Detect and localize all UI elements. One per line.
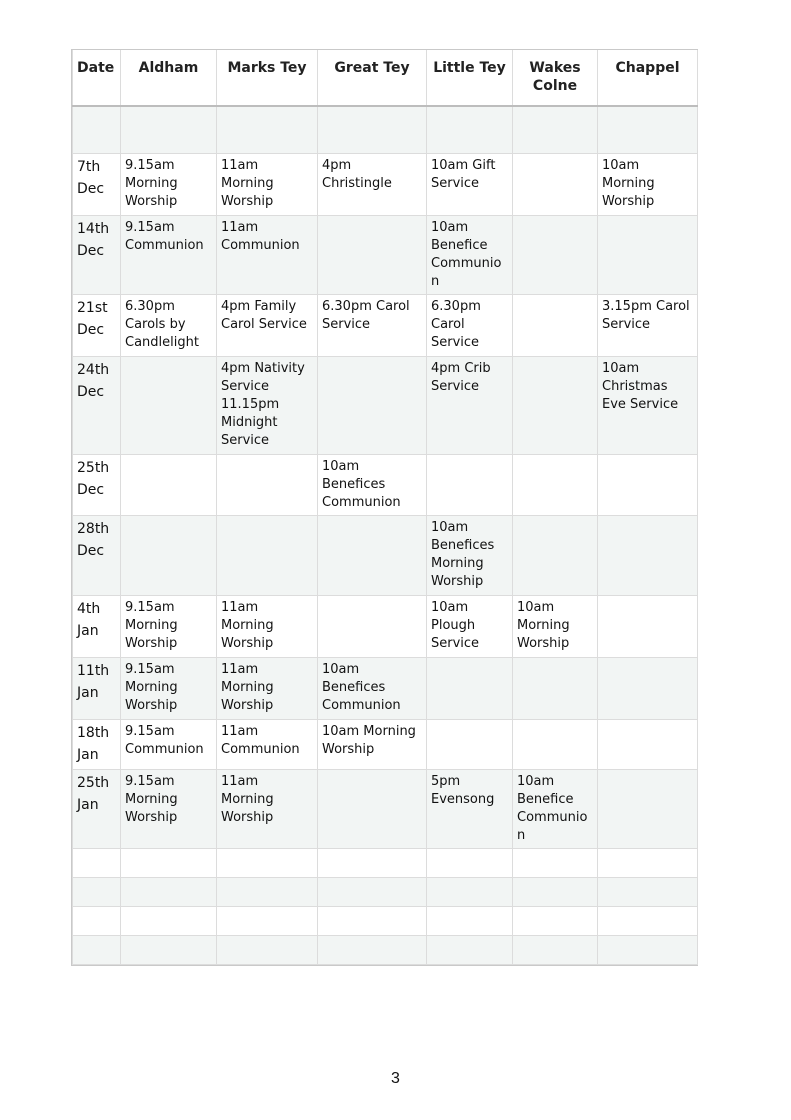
service-cell: 6.30pm Carol Service xyxy=(427,294,513,356)
column-header-chappel: Chappel xyxy=(598,50,698,106)
table-row xyxy=(73,719,698,769)
table-row xyxy=(73,356,698,454)
header-row xyxy=(73,50,698,106)
table-row xyxy=(73,515,698,595)
service-cell xyxy=(427,877,513,906)
service-schedule-sheet xyxy=(71,49,698,966)
service-cell xyxy=(121,454,217,515)
service-cell: 10am Plough Service xyxy=(427,595,513,657)
service-cell xyxy=(598,769,698,848)
table-row xyxy=(73,906,698,935)
table-row xyxy=(73,153,698,215)
column-header-wakes-colne: Wakes Colne xyxy=(513,50,598,106)
service-cell xyxy=(318,595,427,657)
service-cell xyxy=(598,595,698,657)
service-cell: 4pm Nativity Service 11.15pm Midnight Service xyxy=(217,356,318,454)
service-cell xyxy=(598,848,698,877)
service-cell xyxy=(598,657,698,719)
table-row xyxy=(73,848,698,877)
service-cell xyxy=(513,294,598,356)
service-cell: 11am Communion xyxy=(217,215,318,294)
service-cell xyxy=(217,515,318,595)
date-cell xyxy=(73,906,121,935)
table-row xyxy=(73,454,698,515)
service-cell: 10am Christmas Eve Service xyxy=(598,356,698,454)
date-cell: 4th Jan xyxy=(73,595,121,657)
service-cell xyxy=(217,877,318,906)
service-cell: 11am Morning Worship xyxy=(217,769,318,848)
service-cell: 4pm Crib Service xyxy=(427,356,513,454)
service-cell xyxy=(513,515,598,595)
service-cell: 9.15am Morning Worship xyxy=(121,153,217,215)
service-cell xyxy=(513,719,598,769)
service-cell xyxy=(513,106,598,153)
service-cell xyxy=(318,215,427,294)
service-cell xyxy=(513,906,598,935)
service-cell xyxy=(121,356,217,454)
service-cell xyxy=(598,515,698,595)
table-row xyxy=(73,877,698,906)
service-cell xyxy=(217,935,318,964)
table-row xyxy=(73,657,698,719)
service-cell xyxy=(598,215,698,294)
service-cell: 11am Morning Worship xyxy=(217,595,318,657)
service-cell xyxy=(318,906,427,935)
service-cell xyxy=(427,935,513,964)
service-cell: 10am Benefices Communion xyxy=(318,657,427,719)
service-cell: 9.15am Morning Worship xyxy=(121,769,217,848)
service-cell xyxy=(513,356,598,454)
service-cell xyxy=(598,935,698,964)
table-row xyxy=(73,106,698,153)
service-cell xyxy=(427,719,513,769)
column-header-date: Date xyxy=(73,50,121,106)
service-cell xyxy=(121,848,217,877)
table-row xyxy=(73,769,698,848)
service-cell xyxy=(427,454,513,515)
service-cell: 9.15am Morning Worship xyxy=(121,595,217,657)
service-cell xyxy=(318,356,427,454)
table-row xyxy=(73,294,698,356)
column-header-aldham: Aldham xyxy=(121,50,217,106)
date-cell: 24th Dec xyxy=(73,356,121,454)
service-cell: 10am Benefices Morning Worship xyxy=(427,515,513,595)
schedule-body xyxy=(73,106,698,964)
service-cell: 11am Morning Worship xyxy=(217,153,318,215)
column-header-marks-tey: Marks Tey xyxy=(217,50,318,106)
service-cell xyxy=(217,106,318,153)
service-cell: 10am Benefice Communion xyxy=(513,769,598,848)
service-cell xyxy=(121,877,217,906)
service-cell: 6.30pm Carols by Candlelight xyxy=(121,294,217,356)
service-cell xyxy=(513,935,598,964)
column-header-little-tey: Little Tey xyxy=(427,50,513,106)
service-cell xyxy=(598,719,698,769)
service-cell xyxy=(318,106,427,153)
date-cell xyxy=(73,935,121,964)
service-cell xyxy=(318,515,427,595)
service-cell xyxy=(121,906,217,935)
service-cell xyxy=(318,935,427,964)
service-cell xyxy=(513,454,598,515)
date-cell xyxy=(73,877,121,906)
service-cell xyxy=(318,769,427,848)
date-cell: 25th Jan xyxy=(73,769,121,848)
date-cell: 18th Jan xyxy=(73,719,121,769)
service-cell xyxy=(217,454,318,515)
column-header-great-tey: Great Tey xyxy=(318,50,427,106)
service-cell: 10am Benefices Communion xyxy=(318,454,427,515)
service-cell: 4pm Christingle xyxy=(318,153,427,215)
service-cell xyxy=(598,106,698,153)
service-cell xyxy=(217,906,318,935)
date-cell: 25th Dec xyxy=(73,454,121,515)
service-cell xyxy=(318,848,427,877)
service-cell xyxy=(427,657,513,719)
service-cell xyxy=(513,877,598,906)
service-cell xyxy=(598,906,698,935)
date-cell: 14th Dec xyxy=(73,215,121,294)
service-cell: 9.15am Morning Worship xyxy=(121,657,217,719)
service-cell: 10am Gift Service xyxy=(427,153,513,215)
service-cell: 10am Morning Worship xyxy=(598,153,698,215)
service-cell xyxy=(217,848,318,877)
service-cell xyxy=(513,848,598,877)
service-cell xyxy=(318,877,427,906)
date-cell: 11th Jan xyxy=(73,657,121,719)
service-cell xyxy=(598,877,698,906)
service-cell xyxy=(427,106,513,153)
table-row xyxy=(73,595,698,657)
service-cell: 6.30pm Carol Service xyxy=(318,294,427,356)
service-cell xyxy=(513,153,598,215)
service-cell xyxy=(121,515,217,595)
service-cell: 11am Communion xyxy=(217,719,318,769)
service-cell: 10am Benefice Communion xyxy=(427,215,513,294)
service-cell: 3.15pm Carol Service xyxy=(598,294,698,356)
date-cell xyxy=(73,106,121,153)
service-cell: 9.15am Communion xyxy=(121,719,217,769)
date-cell xyxy=(73,848,121,877)
service-cell xyxy=(513,215,598,294)
table-row xyxy=(73,935,698,964)
date-cell: 28th Dec xyxy=(73,515,121,595)
service-cell: 5pm Evensong xyxy=(427,769,513,848)
service-cell: 9.15am Communion xyxy=(121,215,217,294)
service-cell xyxy=(513,657,598,719)
service-cell xyxy=(427,848,513,877)
service-cell: 11am Morning Worship xyxy=(217,657,318,719)
service-cell: 10am Morning Worship xyxy=(318,719,427,769)
service-cell xyxy=(121,935,217,964)
service-cell xyxy=(598,454,698,515)
page-number: 3 xyxy=(391,1070,400,1087)
service-cell: 4pm Family Carol Service xyxy=(217,294,318,356)
service-cell xyxy=(121,106,217,153)
service-cell xyxy=(427,906,513,935)
service-cell: 10am Morning Worship xyxy=(513,595,598,657)
service-schedule-table xyxy=(72,50,698,965)
date-cell: 7th Dec xyxy=(73,153,121,215)
table-row xyxy=(73,215,698,294)
date-cell: 21st Dec xyxy=(73,294,121,356)
